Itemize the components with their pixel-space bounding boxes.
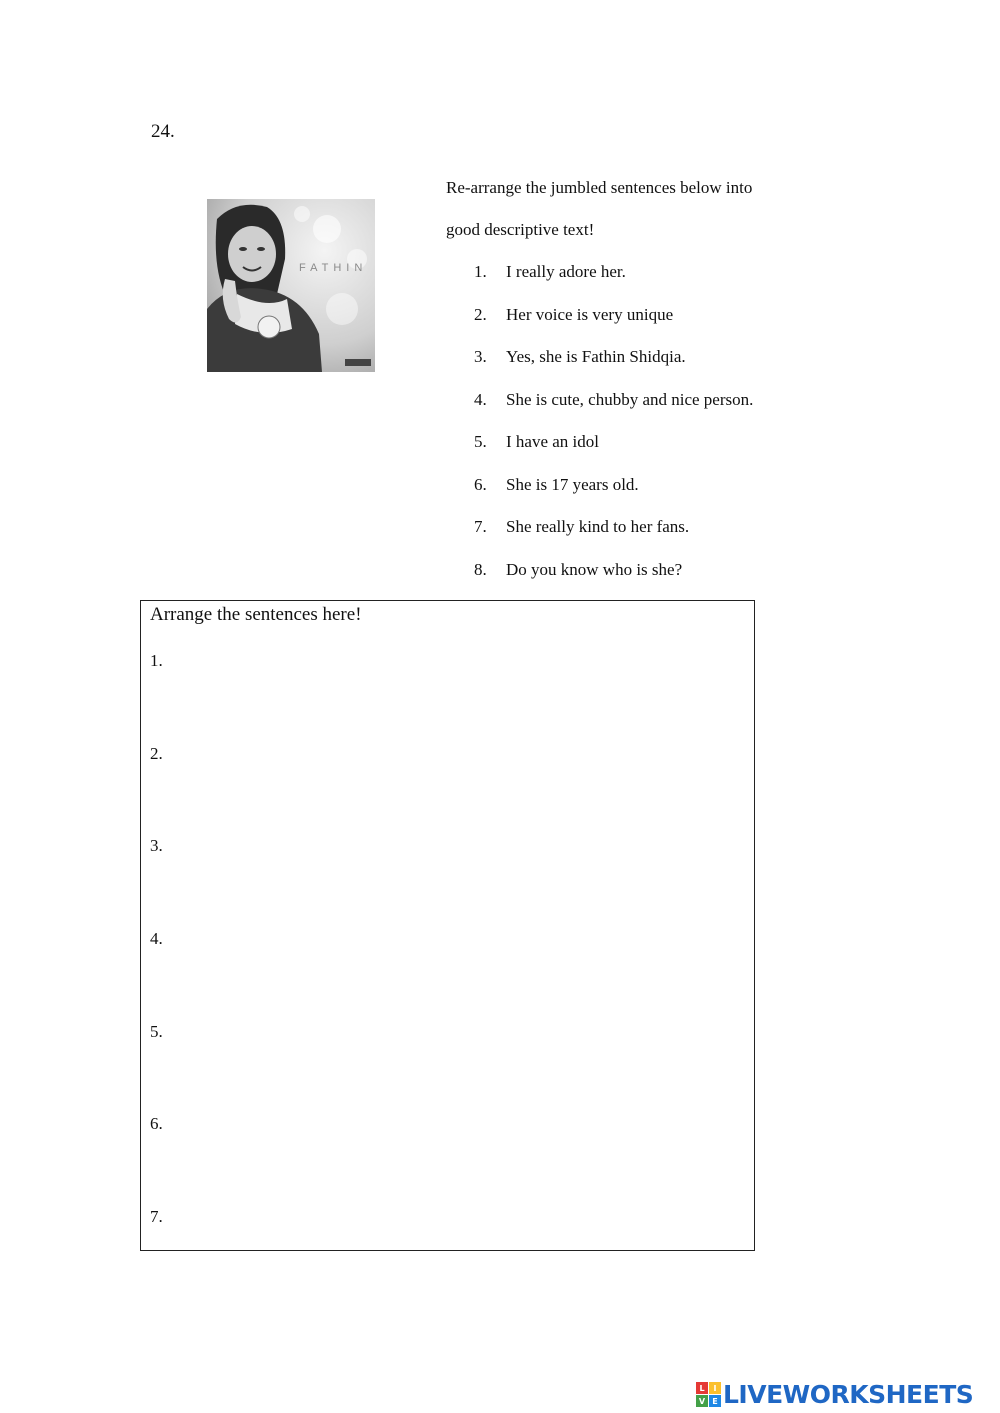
answer-slot-6[interactable]: 6.	[150, 1114, 163, 1133]
answer-slot-2[interactable]: 2.	[150, 744, 163, 763]
sentence-text: Her voice is very unique	[506, 304, 674, 324]
sentence-number: 5.	[474, 432, 487, 451]
answer-box-title: Arrange the sentences here!	[150, 604, 362, 625]
instruction-line-1: Re-arrange the jumbled sentences below into	[446, 178, 753, 197]
sentence-text: She is 17 years old.	[506, 474, 639, 494]
idol-photo	[207, 199, 375, 372]
sentence-text: I have an idol	[506, 432, 599, 451]
sentence-number: 3.	[474, 347, 487, 366]
idol-photo-drawing	[207, 199, 375, 372]
sentence-text: Do you know who is she?	[506, 559, 683, 579]
sentence-item	[474, 560, 753, 603]
sentence-number: 1.	[474, 262, 487, 281]
answer-slot-4[interactable]: 4.	[150, 929, 163, 948]
logo-letter: L	[696, 1382, 708, 1394]
sentence-item	[474, 347, 753, 390]
photo-caption: FATHIN	[299, 262, 368, 274]
answer-slot-3[interactable]: 3.	[150, 836, 163, 855]
sentence-item	[474, 390, 753, 433]
sentence-item	[474, 475, 753, 518]
liveworksheets-logo	[696, 1378, 973, 1410]
answer-slot-1[interactable]: 1.	[150, 651, 163, 670]
sentence-item	[474, 517, 753, 560]
liveworksheets-logo-icon	[696, 1382, 720, 1406]
sentence-item	[474, 305, 753, 348]
sentence-number: 4.	[474, 389, 487, 409]
liveworksheets-logo-text: LIVEWORKSHEETS	[723, 1379, 974, 1409]
logo-letter: E	[709, 1395, 721, 1407]
sentence-number: 7.	[474, 517, 487, 536]
sentence-number: 8.	[474, 559, 487, 579]
answer-slot-7[interactable]: 7.	[150, 1207, 163, 1226]
sentence-text: Yes, she is Fathin Shidqia.	[506, 347, 686, 366]
instruction-line-2: good descriptive text!	[446, 220, 595, 239]
answer-box	[140, 600, 755, 1251]
sentence-number: 2.	[474, 304, 487, 324]
sentence-item	[474, 262, 753, 305]
sentence-text: She is cute, chubby and nice person.	[506, 389, 754, 409]
logo-letter: V	[696, 1395, 708, 1407]
sentence-text: She really kind to her fans.	[506, 517, 690, 536]
sentence-item	[474, 432, 753, 475]
question-number: 24.	[151, 121, 175, 142]
jumbled-sentence-list	[474, 262, 753, 602]
logo-letter: I	[709, 1382, 721, 1394]
answer-slot-5[interactable]: 5.	[150, 1022, 163, 1041]
sentence-number: 6.	[474, 474, 487, 494]
sentence-text: I really adore her.	[506, 262, 626, 281]
